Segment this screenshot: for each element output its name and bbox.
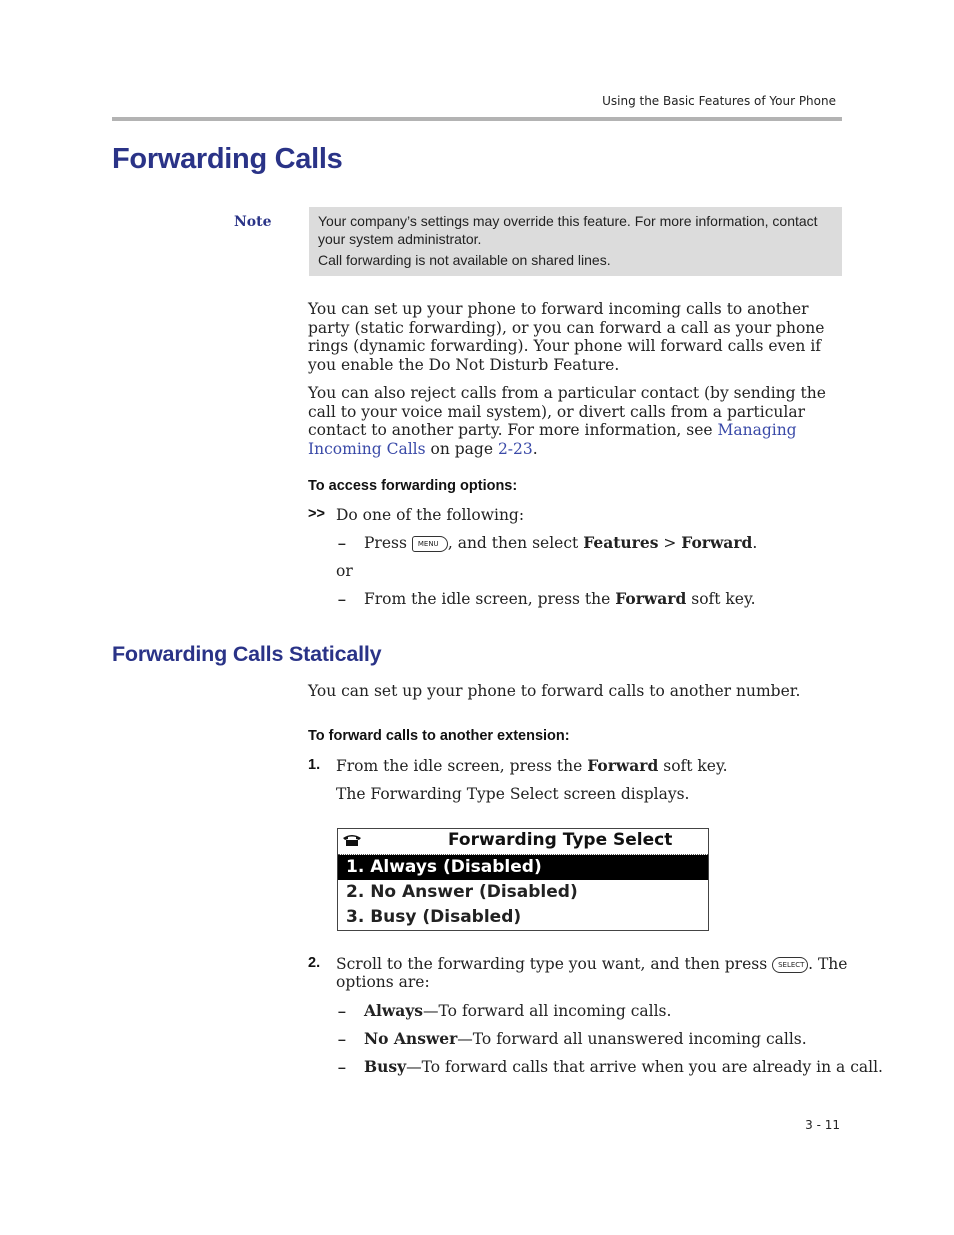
bullet-dash: – — [338, 1003, 346, 1019]
section-heading: Forwarding Calls Statically — [112, 642, 382, 666]
note-text-2: Call forwarding is not available on shared lines. — [318, 252, 611, 268]
page-title: Forwarding Calls — [112, 143, 343, 175]
option-busy: Busy—To forward calls that arrive when you are already in a call. — [364, 1057, 883, 1076]
bullet-dash: – — [338, 1059, 346, 1075]
bullet-dash: – — [338, 1031, 346, 1047]
header-rule — [112, 117, 842, 121]
intro-paragraph-2: You can also reject calls from a particular contact (by sending the call to your voice mail system), or divert calls from a particular contact to another party. For more information, see Managing Incoming Calls on page 2-23. — [308, 384, 826, 458]
note-box — [309, 207, 842, 276]
screen-option-always[interactable]: 1. Always (Disabled) — [338, 855, 708, 880]
menu-key-icon: MENU — [412, 536, 448, 552]
bullet-dash: – — [338, 591, 346, 607]
running-header: Using the Basic Features of Your Phone — [602, 94, 836, 108]
bullet-dash: – — [338, 535, 346, 551]
screen-option-busy[interactable]: 3. Busy (Disabled) — [346, 907, 522, 927]
step-1-result: The Forwarding Type Select screen displays. — [336, 785, 690, 803]
static-intro: You can set up your phone to forward calls to another number. — [308, 682, 801, 700]
step-marker: >> — [308, 506, 325, 522]
option-always: Always—To forward all incoming calls. — [364, 1001, 672, 1020]
step-number-1: 1. — [308, 757, 321, 773]
or-text: or — [336, 562, 353, 580]
note-label: Note — [234, 214, 272, 230]
managing-incoming-calls-link[interactable]: Managing Incoming Calls — [308, 421, 797, 458]
screen-title-bar — [338, 829, 708, 855]
option-no-answer: No Answer—To forward all unanswered incoming calls. — [364, 1029, 807, 1048]
forward-procedure-heading: To forward calls to another extension: — [308, 728, 570, 744]
step-number-2: 2. — [308, 955, 321, 971]
screen-title: Forwarding Type Select — [448, 830, 673, 850]
page-number: 3 - 11 — [805, 1118, 840, 1132]
access-option-1: Press MENU , and then select Features > Forward. — [364, 533, 758, 552]
access-option-2: From the idle screen, press the Forward soft key. — [364, 589, 756, 608]
select-key-icon: SELECT — [772, 957, 808, 973]
step-2-text: Scroll to the forwarding type you want, and then press SELECT . The — [336, 955, 848, 973]
page-2-23-link[interactable]: 2-23 — [497, 439, 533, 458]
step-1-text: From the idle screen, press the Forward soft key. — [336, 756, 728, 775]
phone-screen — [337, 828, 709, 931]
access-procedure-heading: To access forwarding options: — [308, 478, 518, 494]
access-step-text: Do one of the following: — [336, 506, 525, 524]
step-2-text-line-2: options are: — [336, 973, 430, 991]
screen-option-no-answer[interactable]: 2. No Answer (Disabled) — [346, 882, 578, 902]
note-text-1: Your company’s settings may override this feature. For more information, contact your system administrator. — [318, 213, 818, 247]
phone-icon — [342, 833, 362, 847]
intro-paragraph-1: You can set up your phone to forward incoming calls to another party (static forwarding), or you can forward a call as your phone rings (dynamic forwarding). Your phone will forward calls even if you enable the Do Not Disturb Feature. — [308, 300, 825, 374]
